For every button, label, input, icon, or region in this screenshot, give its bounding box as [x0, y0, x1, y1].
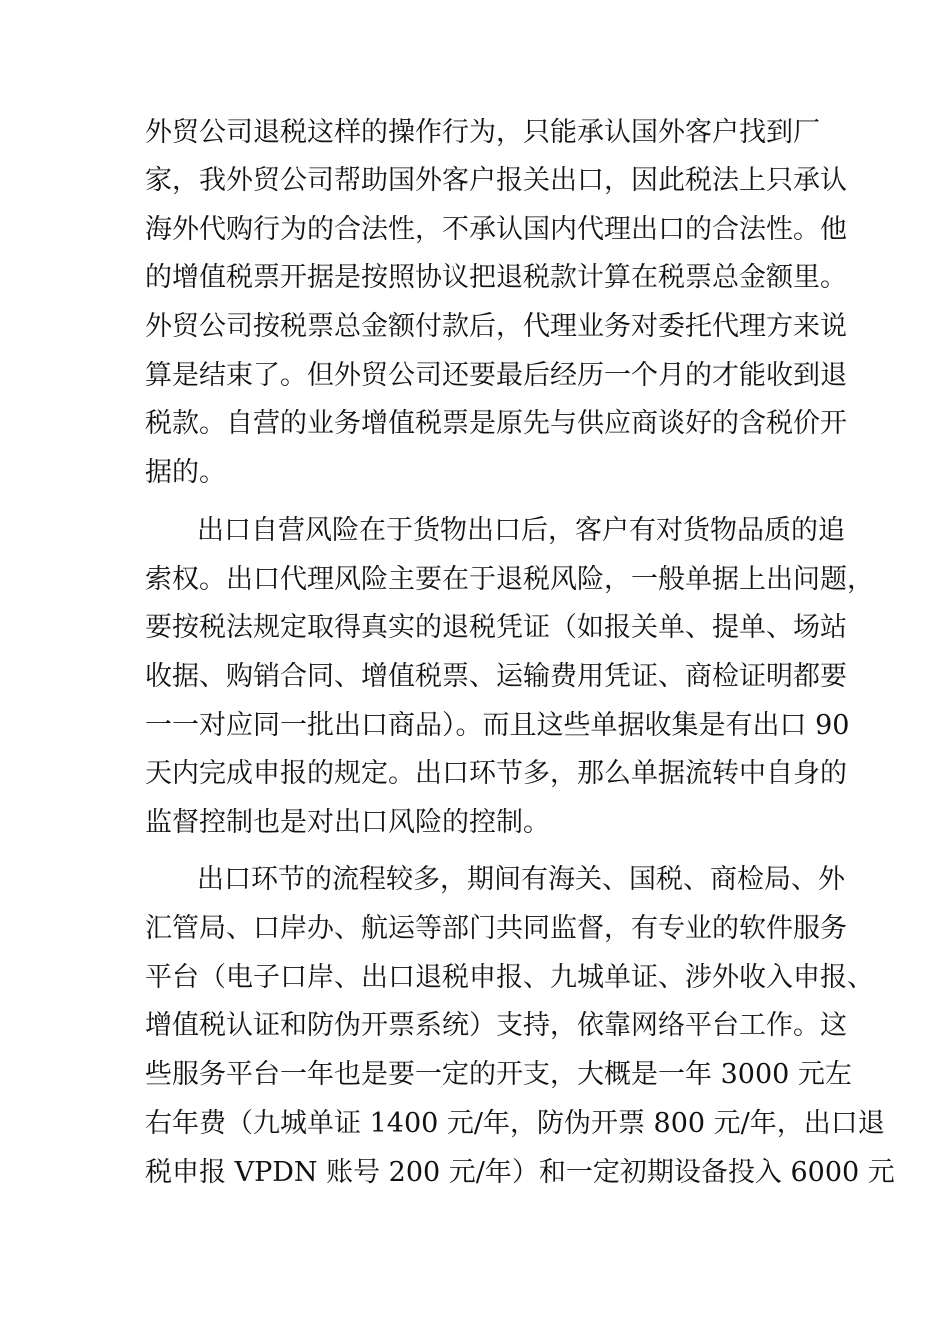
text-line-19: 增值税认证和防伪开票系统）支持，依靠网络平台工作。这	[145, 1010, 847, 1041]
text-line-21: 右年费（九城单证 1400 元/年，防伪开票 800 元/年，出口退	[145, 1108, 885, 1139]
text-line-17: 汇管局、口岸办、航运等部门共同监督，有专业的软件服务	[145, 913, 847, 944]
text-line-2: 家，我外贸公司帮助国外客户报关出口，因此税法上只承认	[145, 165, 847, 196]
text-line-8: 据的。	[145, 457, 226, 488]
text-line-5: 外贸公司按税票总金额付款后，代理业务对委托代理方来说	[145, 311, 847, 342]
text-line-4: 的增值税票开据是按照协议把退税款计算在税票总金额里。	[145, 262, 847, 293]
paragraph-2-first-line: 出口自营风险在于货物出口后，客户有对货物品质的追	[197, 515, 845, 546]
paragraph-3-first-line: 出口环节的流程较多，期间有海关、国税、商检局、外	[197, 864, 845, 895]
text-line-22: 税申报 VPDN 账号 200 元/年）和一定初期设备投入 6000 元	[145, 1157, 895, 1188]
text-line-14: 天内完成申报的规定。出口环节多，那么单据流转中自身的	[145, 758, 847, 789]
text-line-6: 算是结束了。但外贸公司还要最后经历一个月的才能收到退	[145, 360, 847, 391]
text-line-18: 平台（电子口岸、出口退税申报、九城单证、涉外收入申报、	[145, 962, 874, 993]
text-line-1: 外贸公司退税这样的操作行为，只能承认国外客户找到厂	[145, 117, 820, 148]
text-line-7: 税款。自营的业务增值税票是原先与供应商谈好的含税价开	[145, 408, 847, 439]
text-line-15: 监督控制也是对出口风险的控制。	[145, 807, 550, 838]
text-line-20: 些服务平台一年也是要一定的开支，大概是一年 3000 元左	[145, 1059, 852, 1090]
text-line-13: 一一对应同一批出口商品）。而且这些单据收集是有出口 90	[145, 710, 850, 741]
text-line-12: 收据、购销合同、增值税票、运输费用凭证、商检证明都要	[145, 661, 847, 692]
text-line-10: 索权。出口代理风险主要在于退税风险，一般单据上出问题，	[145, 564, 874, 595]
text-line-3: 海外代购行为的合法性，不承认国内代理出口的合法性。他	[145, 214, 847, 245]
text-line-11: 要按税法规定取得真实的退税凭证（如报关单、提单、场站	[145, 612, 847, 643]
